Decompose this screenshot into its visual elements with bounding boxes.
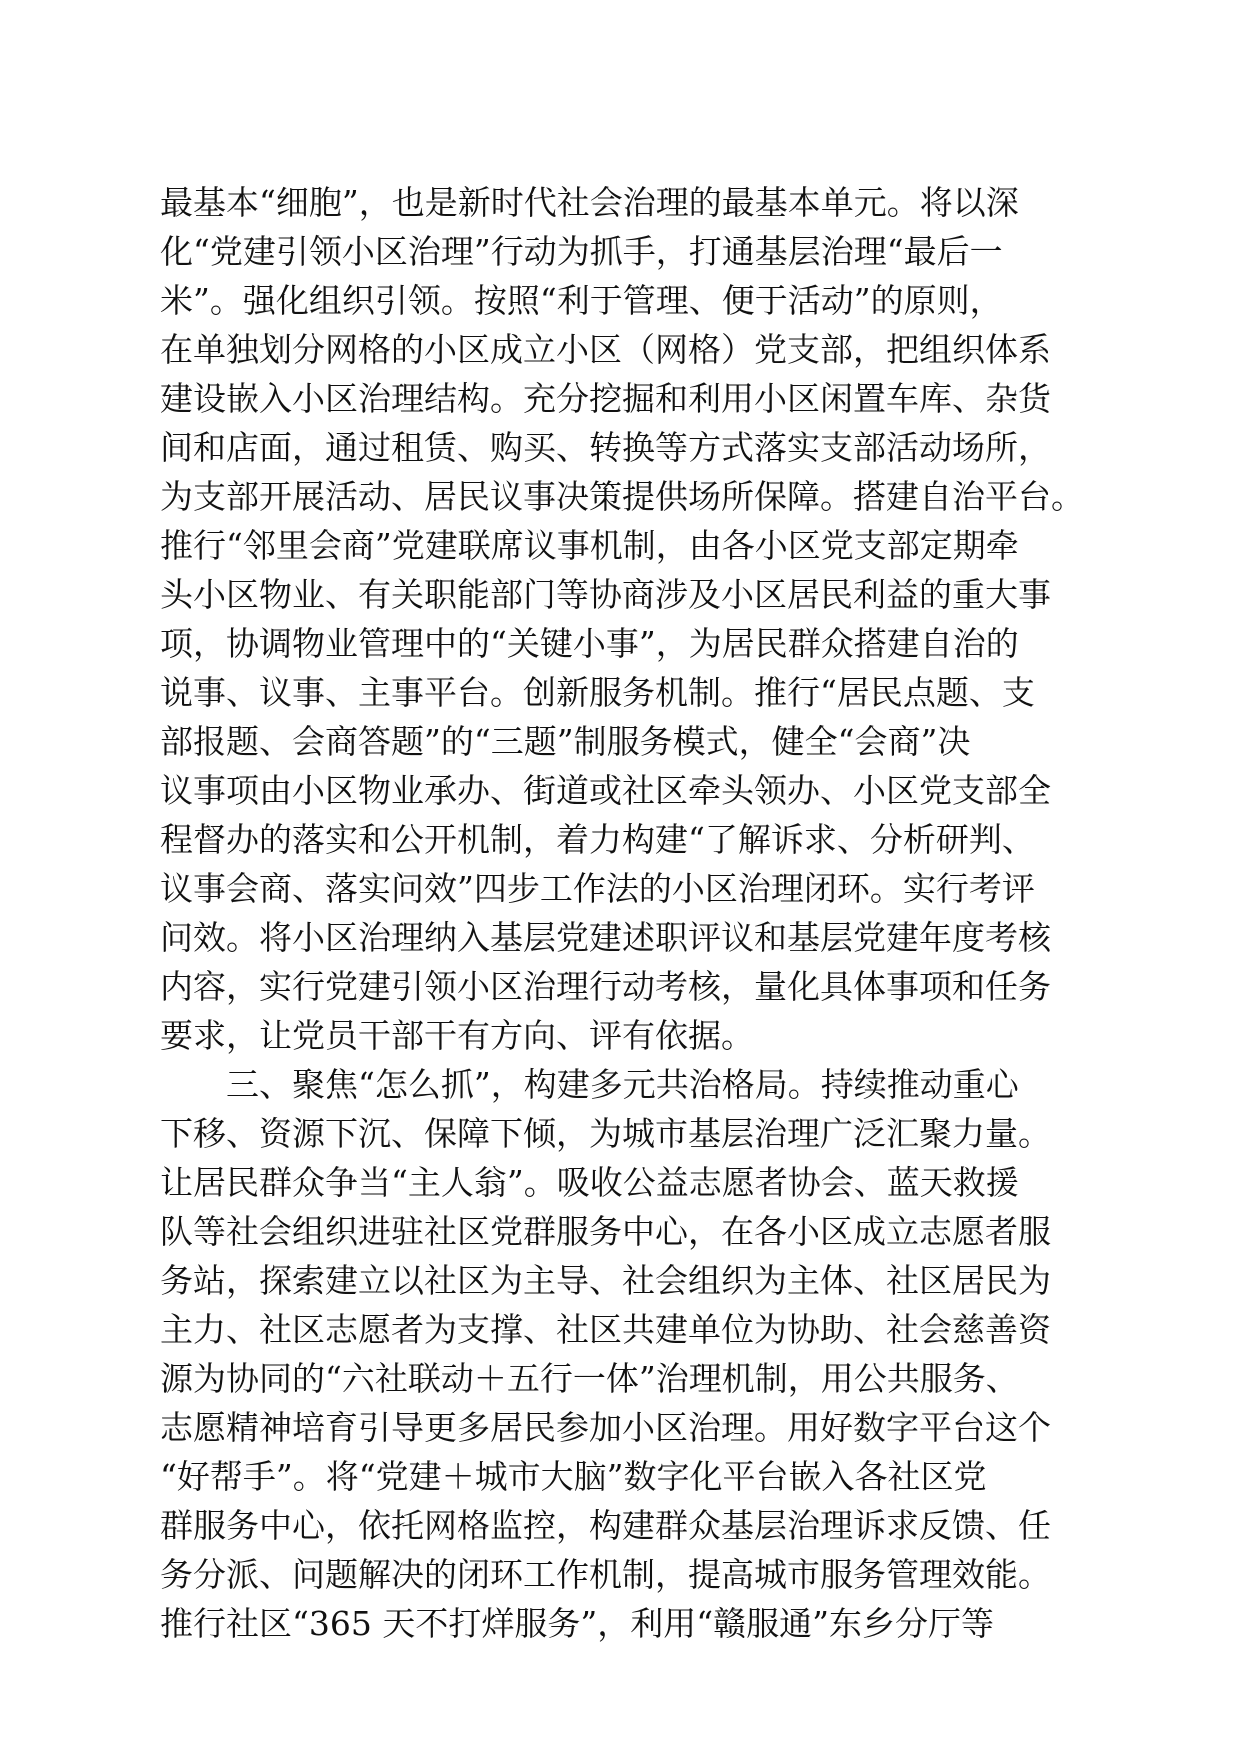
text-line: 程督办的落实和公开机制，着力构建“了解诉求、分析研判、 xyxy=(160,820,1035,859)
text-line: 志愿精神培育引导更多居民参加小区治理。用好数字平台这个 xyxy=(160,1408,1051,1447)
text-line: 头小区物业、有关职能部门等协商涉及小区居民利益的重大事 xyxy=(160,575,1051,614)
text-line: 群服务中心，依托网格监控，构建群众基层治理诉求反馈、任 xyxy=(160,1506,1051,1545)
text-line: 建设嵌入小区治理结构。充分挖掘和利用小区闲置车库、杂货 xyxy=(160,379,1051,418)
text-line: 议事会商、落实问效”四步工作法的小区治理闭环。实行考评 xyxy=(160,869,1035,908)
text-line: 下移、资源下沉、保障下倾，为城市基层治理广泛汇聚力量。 xyxy=(160,1114,1051,1153)
text-line-indented: 三、聚焦“怎么抓”，构建多元共治格局。持续推动重心 xyxy=(226,1065,1019,1104)
text-line: 议事项由小区物业承办、街道或社区牵头领办、小区党支部全 xyxy=(160,771,1051,810)
text-line: 最基本“细胞”，也是新时代社会治理的最基本单元。将以深 xyxy=(160,183,1019,222)
text-line: 务站，探索建立以社区为主导、社会组织为主体、社区居民为 xyxy=(160,1261,1051,1300)
text-line: 主力、社区志愿者为支撑、社区共建单位为协助、社会慈善资 xyxy=(160,1310,1051,1349)
text-line: 化“党建引领小区治理”行动为抓手，打通基层治理“最后一 xyxy=(160,232,1003,271)
text-line: 说事、议事、主事平台。创新服务机制。推行“居民点题、支 xyxy=(160,673,1035,712)
text-line: 部报题、会商答题”的“三题”制服务模式，健全“会商”决 xyxy=(160,722,971,761)
text-line: 要求，让党员干部干有方向、评有依据。 xyxy=(160,1016,754,1055)
body-text xyxy=(160,178,1084,1648)
paragraph-1 xyxy=(160,178,1084,1060)
text-line: 项，协调物业管理中的“关键小事”，为居民群众搭建自治的 xyxy=(160,624,1019,663)
text-line: 队等社会组织进驻社区党群服务中心，在各小区成立志愿者服 xyxy=(160,1212,1051,1251)
text-line: 为支部开展活动、居民议事决策提供场所保障。搭建自治平台。 xyxy=(160,477,1084,516)
text-line: 推行“邻里会商”党建联席议事机制，由各小区党支部定期牵 xyxy=(160,526,1019,565)
text-line: “好帮手”。将“党建＋城市大脑”数字化平台嵌入各社区党 xyxy=(160,1457,987,1496)
text-line: 推行社区“365 天不打烊服务”，利用“赣服通”东乡分厅等 xyxy=(160,1604,994,1643)
paragraph-2 xyxy=(160,1060,1080,1648)
text-line: 问效。将小区治理纳入基层党建述职评议和基层党建年度考核 xyxy=(160,918,1051,957)
text-line: 内容，实行党建引领小区治理行动考核，量化具体事项和任务 xyxy=(160,967,1051,1006)
text-line: 间和店面，通过租赁、购买、转换等方式落实支部活动场所， xyxy=(160,428,1051,467)
text-line: 源为协同的“六社联动＋五行一体”治理机制，用公共服务、 xyxy=(160,1359,1019,1398)
text-line: 让居民群众争当“主人翁”。吸收公益志愿者协会、蓝天救援 xyxy=(160,1163,1019,1202)
text-line: 务分派、问题解决的闭环工作机制，提高城市服务管理效能。 xyxy=(160,1555,1051,1594)
text-line: 在单独划分网格的小区成立小区（网格）党支部，把组织体系 xyxy=(160,330,1051,369)
text-line: 米”。强化组织引领。按照“利于管理、便于活动”的原则， xyxy=(160,281,1003,320)
